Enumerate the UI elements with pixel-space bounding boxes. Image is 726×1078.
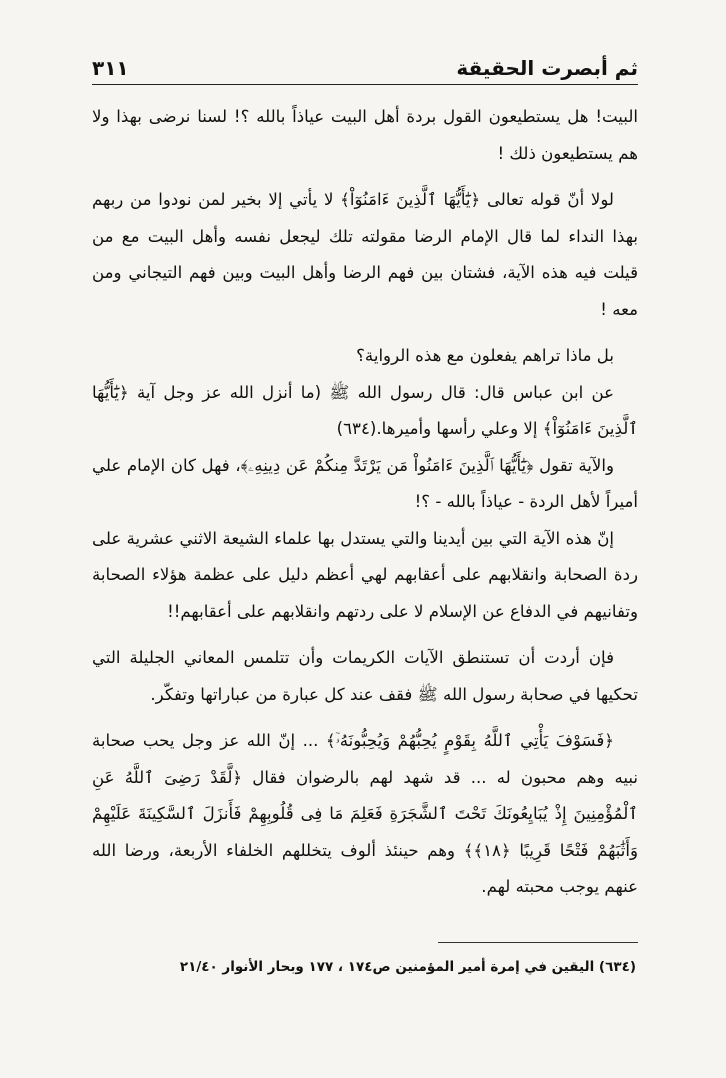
page-header bbox=[92, 58, 638, 85]
footnote: (٦٣٤) اليقين في إمرة أمير المؤمنين ص١٧٤ ، ١٧٧ وبحار الأنوار ٢١/٤٠ bbox=[179, 959, 636, 975]
page-body bbox=[92, 99, 638, 906]
paragraph: إنّ هذه الآية التي بين أيدينا والتي يستدل بها علماء الشيعة الاثني عشرية على ردة الصحابة وانقلابهم على أعقابهم لهي أعظم دليل على عظمة هؤلاء الصحابة وتفانيهم في الدفاع عن الإسلام لا على ردتهم وانقلابهم على أعقابهم!! bbox=[92, 528, 638, 621]
paragraph: عن ابن عباس قال: قال رسول الله ﷺ (ما أنزل الله عز وجل آية ﴿يَٰٓأَيُّهَا ٱلَّذِينَ ءَامَنُوٓاْ﴾ إلا وعلي رأسها وأميرها.(٦٣٤) bbox=[92, 382, 638, 438]
paragraph: لولا أنّ قوله تعالى ﴿يَٰٓأَيُّهَا ٱلَّذِينَ ءَامَنُوٓاْ﴾ لا يأتي إلا بخير لمن نودوا من ربهم بهذا النداء لما قال الإمام الرضا مقولته تلك ليجعل نفسه وأهل البيت مع من قيلت فيه هذه الآية، فشتان بين فهم الرضا وأهل البيت وبين فهم التيجاني ومن معه ! bbox=[92, 190, 638, 319]
paragraph: البيت! هل يستطيعون القول بردة أهل البيت عياذاً بالله ؟! لسنا نرضى بهذا ولا هم يستطيعون ذلك ! bbox=[92, 107, 638, 163]
page-number: ٣١١ bbox=[92, 56, 129, 80]
paragraph: والآية تقول ﴿يَٰٓأَيُّهَا ٱلَّذِينَ ءَامَنُواْ مَن يَرْتَدَّ مِنكُمْ عَن دِينِهِۦ﴾، فهل كان الإمام علي أميراً لأهل الردة - عياذاً بالله - ؟! bbox=[92, 455, 638, 511]
book-title: ثم أبصرت الحقيقة bbox=[456, 56, 638, 80]
paragraph: ﴿فَسَوْفَ يَأْتِي ٱللَّهُ بِقَوْمٍ يُحِبُّهُمْ وَيُحِبُّونَهُۥٓ﴾ ... إنّ الله عز وجل يحب صحابة نبيه وهم محبون له ... قد شهد لهم بالرضوان فقال ﴿لَّقَدْ رَضِىَ ٱللَّهُ عَنِ ٱلْمُؤْمِنِينَ إِذْ يُبَايِعُونَكَ تَحْتَ ٱلشَّجَرَةِ فَعَلِمَ مَا فِى قُلُوبِهِمْ فَأَنزَلَ ٱلسَّكِينَةَ عَلَيْهِمْ وَأَثَٰبَهُمْ فَتْحًا قَرِيبًا ﴿١٨﴾﴾ وهم حينئذ ألوف يتخللهم الخلفاء الأربعة، ورضا الله عنهم يوجب محبته لهم. bbox=[92, 731, 639, 896]
footnote-divider bbox=[438, 942, 638, 943]
paragraph: فإن أردت أن تستنطق الآيات الكريمات وأن تتلمس المعاني الجليلة التي تحكيها في صحابة رسول الله ﷺ فقف عند كل عبارة من عباراتها وتفكّر. bbox=[92, 648, 638, 704]
paragraph: بل ماذا تراهم يفعلون مع هذه الرواية؟ bbox=[356, 346, 614, 365]
